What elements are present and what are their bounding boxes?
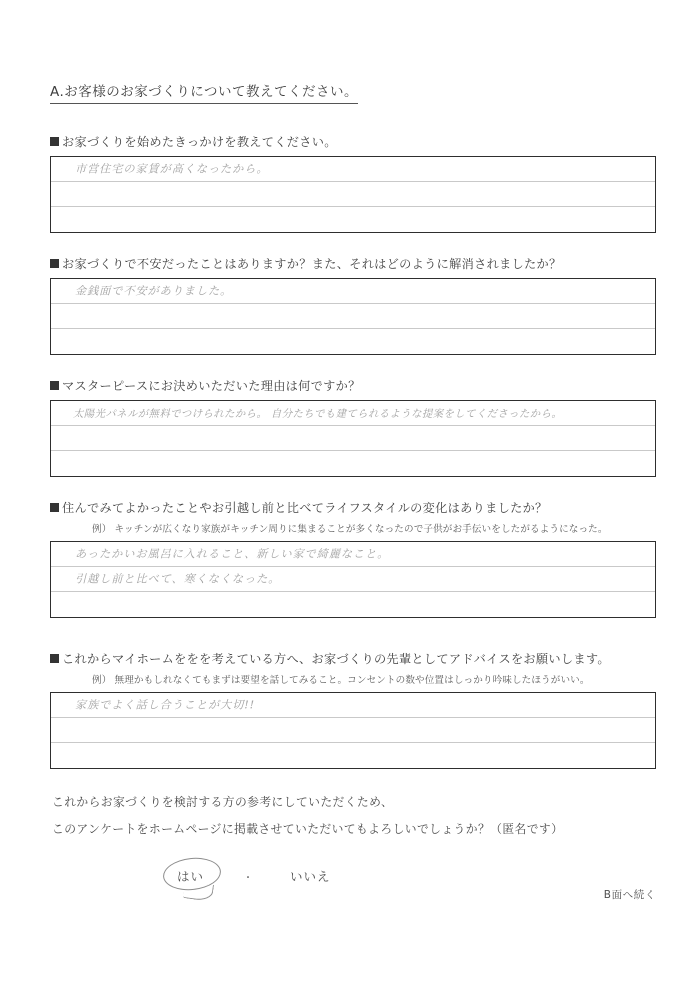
bullet-square-icon bbox=[50, 654, 59, 663]
bullet-square-icon bbox=[50, 381, 59, 390]
bullet-square-icon bbox=[50, 503, 59, 512]
answer-row[interactable] bbox=[51, 567, 655, 592]
handwritten-answer: あったかいお風呂に入れること、新しい家で綺麗なこと。 bbox=[75, 547, 390, 561]
answer-box-3[interactable] bbox=[50, 400, 656, 477]
consent-option-yes[interactable] bbox=[168, 863, 213, 889]
answer-row[interactable] bbox=[51, 207, 655, 232]
answer-row[interactable] bbox=[51, 743, 655, 768]
question-label-3: マスターピースにお決めいただいた理由は何ですか？ bbox=[50, 377, 656, 394]
bullet-square-icon bbox=[50, 137, 59, 146]
answer-box-4[interactable] bbox=[50, 541, 656, 618]
question-block-2 bbox=[50, 255, 656, 355]
answer-row[interactable] bbox=[51, 279, 655, 304]
consent-option-no-label: いいえ bbox=[290, 869, 331, 884]
question-block-3 bbox=[50, 377, 656, 477]
handwritten-answer: 引越し前と比べて、寒くなくなった。 bbox=[75, 572, 281, 586]
answer-row[interactable] bbox=[51, 451, 655, 476]
consent-choice-group bbox=[168, 863, 337, 889]
page-title: A.お客様のお家づくりについて教えてください。 bbox=[50, 80, 358, 104]
answer-row[interactable] bbox=[51, 592, 655, 617]
answer-box-2[interactable] bbox=[50, 278, 656, 355]
consent-text-line-1: これからお家づくりを検討する方の参考にしていただくため、 bbox=[52, 795, 394, 809]
handwritten-answer: 市営住宅の家賃が高くなったから。 bbox=[75, 162, 269, 176]
choice-separator: ・ bbox=[243, 872, 255, 884]
question-example-5: 例） 無理かもしれなくてもまずは要望を話してみること。コンセントの数や位置はしっかり吟味したほうがいい。 bbox=[92, 675, 590, 686]
answer-row[interactable] bbox=[51, 304, 655, 329]
question-label-5: これからマイホームををを考えている方へ、お家づくりの先輩としてアドバイスをお願いします。 bbox=[50, 650, 656, 667]
answer-row[interactable] bbox=[51, 401, 655, 426]
continuation-note: B面へ続く bbox=[603, 889, 656, 901]
question-label-4: 住んでみてよかったことやお引越し前と比べてライフスタイルの変化はありましたか？ bbox=[50, 499, 656, 516]
bullet-square-icon bbox=[50, 259, 59, 268]
answer-box-1[interactable] bbox=[50, 156, 656, 233]
answer-row[interactable] bbox=[51, 182, 655, 207]
question-block-5 bbox=[50, 650, 656, 769]
consent-text-line-2: このアンケートをホームページに掲載させていただいてもよろしいでしょうか？（匿名です） bbox=[52, 822, 564, 836]
consent-option-no[interactable] bbox=[284, 863, 337, 889]
question-label-2: お家づくりで不安だったことはありますか？また、それはどのように解消されましたか？ bbox=[50, 255, 656, 272]
handwritten-circle-tail-icon bbox=[183, 881, 214, 902]
answer-row[interactable] bbox=[51, 693, 655, 718]
handwritten-answer: 家族でよく話し合うことが大切!! bbox=[75, 698, 256, 712]
answer-row[interactable] bbox=[51, 157, 655, 182]
answer-row[interactable] bbox=[51, 426, 655, 451]
answer-row[interactable] bbox=[51, 718, 655, 743]
answer-row[interactable] bbox=[51, 329, 655, 354]
handwritten-answer: 太陽光パネルが無料でつけられたから。 自分たちでも建てられるような提案をしてくださったから。 bbox=[73, 408, 563, 421]
question-label-1: お家づくりを始めたきっかけを教えてください。 bbox=[50, 133, 656, 150]
question-example-4: 例） キッチンが広くなり家族がキッチン周りに集まることが多くなったので子供がお手伝いをしたがるようになった。 bbox=[92, 524, 608, 535]
handwritten-answer: 金銭面で不安がありました。 bbox=[75, 284, 233, 298]
question-block-4 bbox=[50, 499, 656, 618]
question-block-1 bbox=[50, 133, 656, 233]
answer-box-5[interactable] bbox=[50, 692, 656, 769]
consent-option-yes-label: はい bbox=[177, 869, 205, 884]
answer-row[interactable] bbox=[51, 542, 655, 567]
